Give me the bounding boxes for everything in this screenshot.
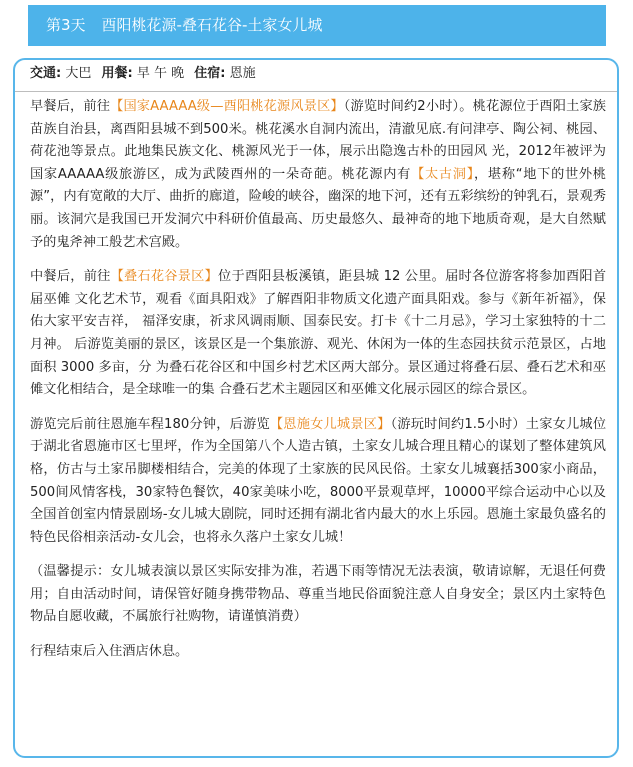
meal-value: 早 午 晚 — [136, 66, 185, 81]
p3-highlight-nuercheng: 【恩施女儿城景区】 — [269, 416, 391, 432]
stay-value: 恩施 — [229, 66, 256, 81]
p2-text-pre: 中餐后，前往 — [30, 269, 111, 285]
p1-text-pre: 早餐后，前往 — [30, 99, 111, 114]
meal-label: 用餐: — [101, 66, 133, 81]
paragraph-afternoon — [30, 266, 606, 402]
p2-highlight-dieshi: 【叠石花谷景区】 — [110, 269, 219, 285]
p3-text-post: （游玩时间约1.5小时）土家女儿城位于湖北省恩施市区七里坪，作为全国第八个人造古镇，土家女儿城合理且精心的谋划了整体建筑风格，仿古与土家吊脚楼相结合，完美的体现了土家族的民风民俗。土家女儿城襄括300家小商品，500间风情客栈，30家特色餐饮，40家美味小吃，8000平景观草坪，10000平综合运动中心以及全国首创室内情景剧场-女儿城大剧院，同时还拥有湖北省内最大的水上乐园。恩施土家最负盛名的特色民俗相亲活动-女儿会，也将永久落户土家女儿城！ — [30, 416, 607, 545]
transport-value: 大巴 — [65, 66, 92, 81]
transport-label: 交通: — [30, 66, 62, 81]
p1-highlight-taohuayuan: 【国家AAAAA级—酉阳桃花源风景区】 — [110, 99, 344, 114]
p1-highlight-taigudong: 【太古洞】 — [411, 166, 474, 182]
p2-text-post: 位于酉阳县板溪镇，距县城 12 公里。届时各位游客将参加酉阳首届巫傩 文化艺术节，观看《面具阳戏》了解酉阳非物质文化遗产面具阳戏。参与《新年祈福》，保佑大家平安吉祥， 福泽安康，祈求风调雨顺、国泰民安。打卡《十二月忌》，学习土家独特的十二月神。 后游览美丽的景区，该景区是一个集旅游、观光、休闲为一体的生态园扶贫示范景区，占地面积 3000 多亩，分 为叠石花谷区和中国乡村艺术区两大部分。景区通过将叠石层、叠石艺术和巫傩文化相结合，是全球唯一的集 合叠石艺术主题园区和巫傩文化展示园区的综合景区。 — [30, 269, 607, 398]
p3-text-pre: 游览完后前往恩施车程180分钟，后游览 — [30, 416, 270, 432]
day-header — [28, 5, 606, 46]
paragraph-morning — [30, 96, 606, 254]
paragraph-tips: （温馨提示：女儿城表演以景区实际安排为准，若遇下雨等情况无法表演，敬请谅解，无退任何费用；自由活动时间，请保管好随身携带物品、尊重当地民俗面貌注意人自身安全；景区内土家特色物品自愿收藏，不属旅行社购物，请谨慎消费） — [30, 564, 606, 625]
stay-label: 住宿: — [194, 66, 226, 81]
paragraph-closing: 行程结束后入住酒店休息。 — [30, 644, 189, 660]
day-number: 第3天 — [46, 16, 86, 34]
paragraph-evening — [30, 414, 606, 550]
p1-text-post: ，堪称“地下的世外桃源”，内有宽敞的大厅、曲折的廊道，险峻的峡谷，幽深的地下河，还有五彩缤纷的钟乳石，景观秀丽。该洞穴是我国已开发洞穴中科研价值最高、历史最悠久、最神奇的地下地质奇观，是大自然赋予的鬼斧神工般艺术宫殿。 — [30, 166, 606, 250]
itinerary-body — [30, 96, 606, 676]
p1-text-mid: （游览时间约2小时）。桃花源位于酉阳土家族苗族自治县，离酉阳县城不到500米。桃花溪水自洞内流出，清澈见底.有问津亭、陶公祠、桃园、荷花池等景点。此地集民族文化、桃源风光于一体，展示出隐逸古朴的田园风 光，2012年被评为国家AAAAA级旅游区，成为武陵酉州的一朵奇葩。桃花源内有 — [30, 99, 606, 182]
info-bar — [30, 61, 256, 87]
day-title: 酉阳桃花源-叠石花谷-土家女儿城 — [101, 16, 323, 34]
divider — [15, 91, 617, 92]
